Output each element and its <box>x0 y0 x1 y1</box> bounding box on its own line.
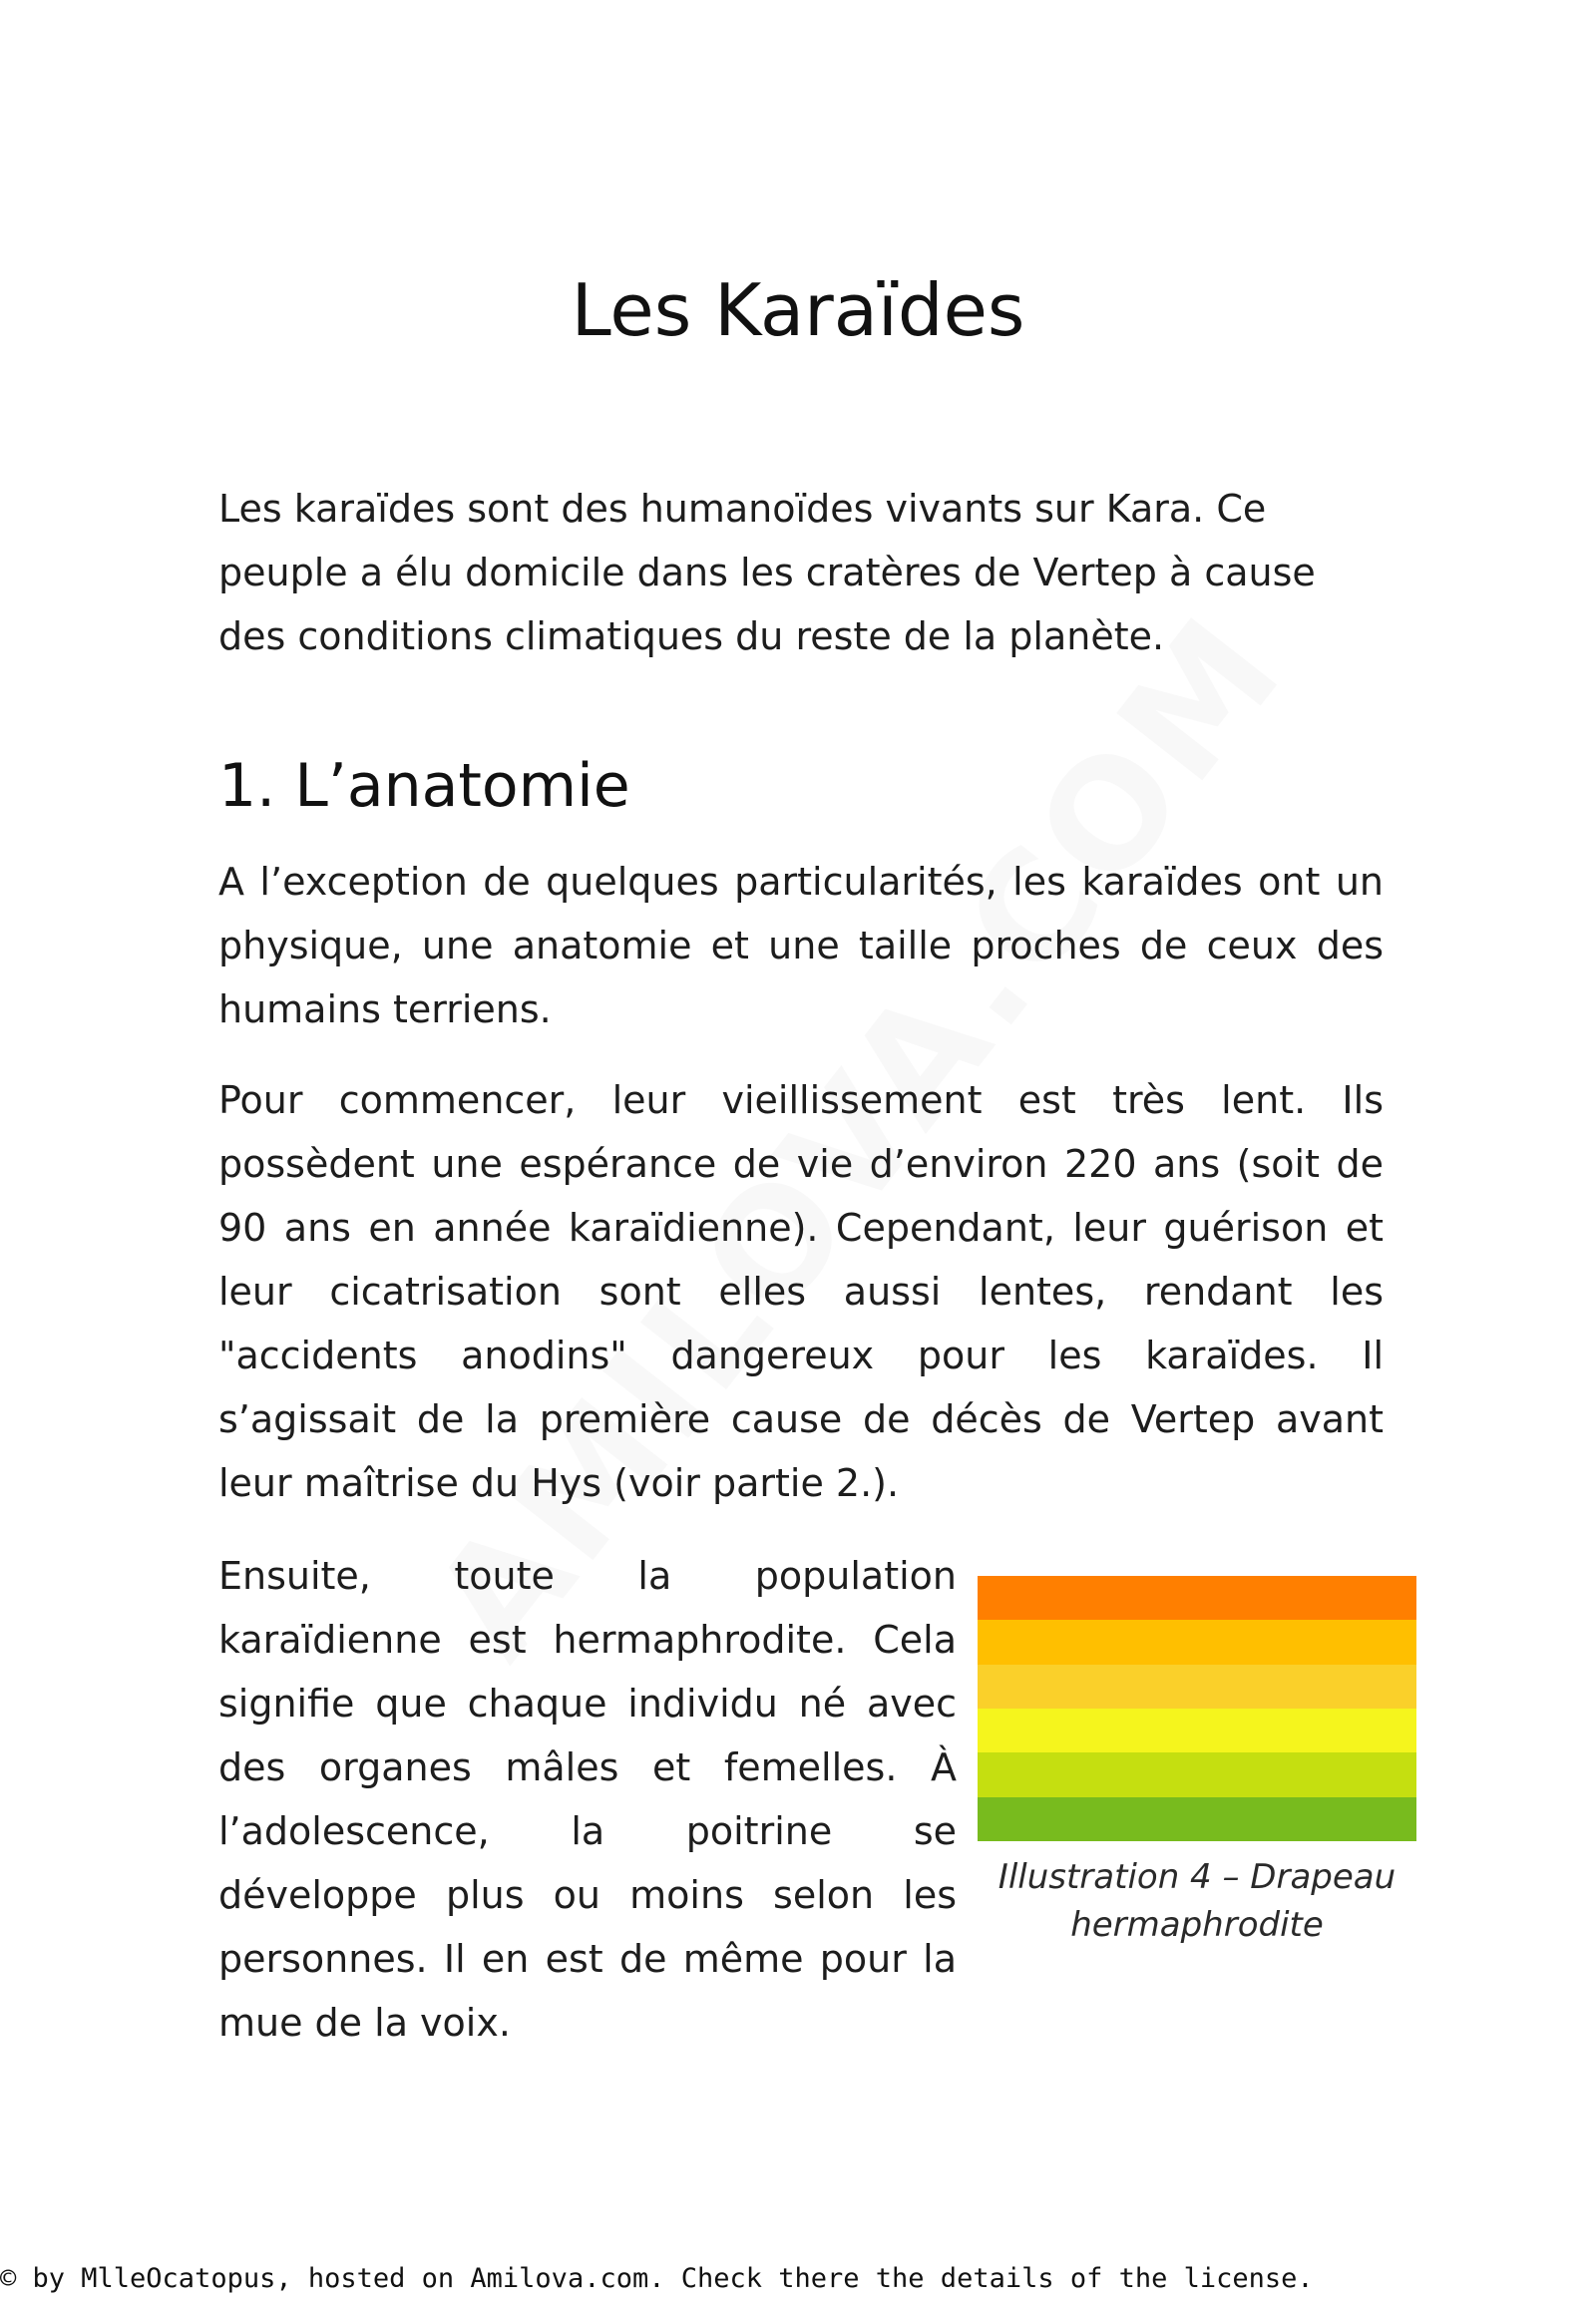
flag-stripe-3 <box>978 1665 1416 1709</box>
license-footer: © by MlleOcatopus, hosted on Amilova.com. Check there the details of the license. <box>0 2263 1314 2294</box>
flag-stripe-6 <box>978 1797 1416 1841</box>
anatomy-paragraph-1: A l’exception de quelques particularités, les karaïdes ont un physique, une anatomie et une taille proches de ceux des humains terriens. <box>218 860 1384 1031</box>
section-heading: 1. L’anatomie <box>218 751 630 821</box>
anatomy-paragraph-3: Ensuite, toute la population karaïdienne est hermaphrodite. Cela signifie que chaque individu né avec des organes mâles et femelles. À l’adolescence, la poitrine se développe plus ou moins selon les personnes. Il en est de même pour la mue de la voix. <box>218 1554 957 2045</box>
figure-caption: Illustration 4 – Drapeau hermaphrodite <box>998 1857 1396 1945</box>
hermaphrodite-flag-image <box>978 1576 1416 1841</box>
flag-stripe-2 <box>978 1620 1416 1664</box>
flag-stripe-1 <box>978 1576 1416 1620</box>
flag-stripe-4 <box>978 1709 1416 1752</box>
anatomy-paragraph-2: Pour commencer, leur vieillissement est très lent. Ils possèdent une espérance de vie d’environ 220 ans (soit de 90 ans en année karaïdienne). Cependant, leur guérison et leur cicatrisation sont elles aussi lentes, rendant les "accidents anodins" dangereux pour les karaïdes. Il s’agissait de la première cause de décès de Vertep avant leur maîtrise du Hys (voir partie 2.). <box>218 1078 1384 1505</box>
intro-paragraph: Les karaïdes sont des humanoïdes vivants sur Kara. Ce peuple a élu domicile dans les cratères de Vertep à cause des conditions climatiques du reste de la planète. <box>218 487 1316 658</box>
page-title: Les Karaïdes <box>571 268 1025 352</box>
flag-stripe-5 <box>978 1752 1416 1796</box>
